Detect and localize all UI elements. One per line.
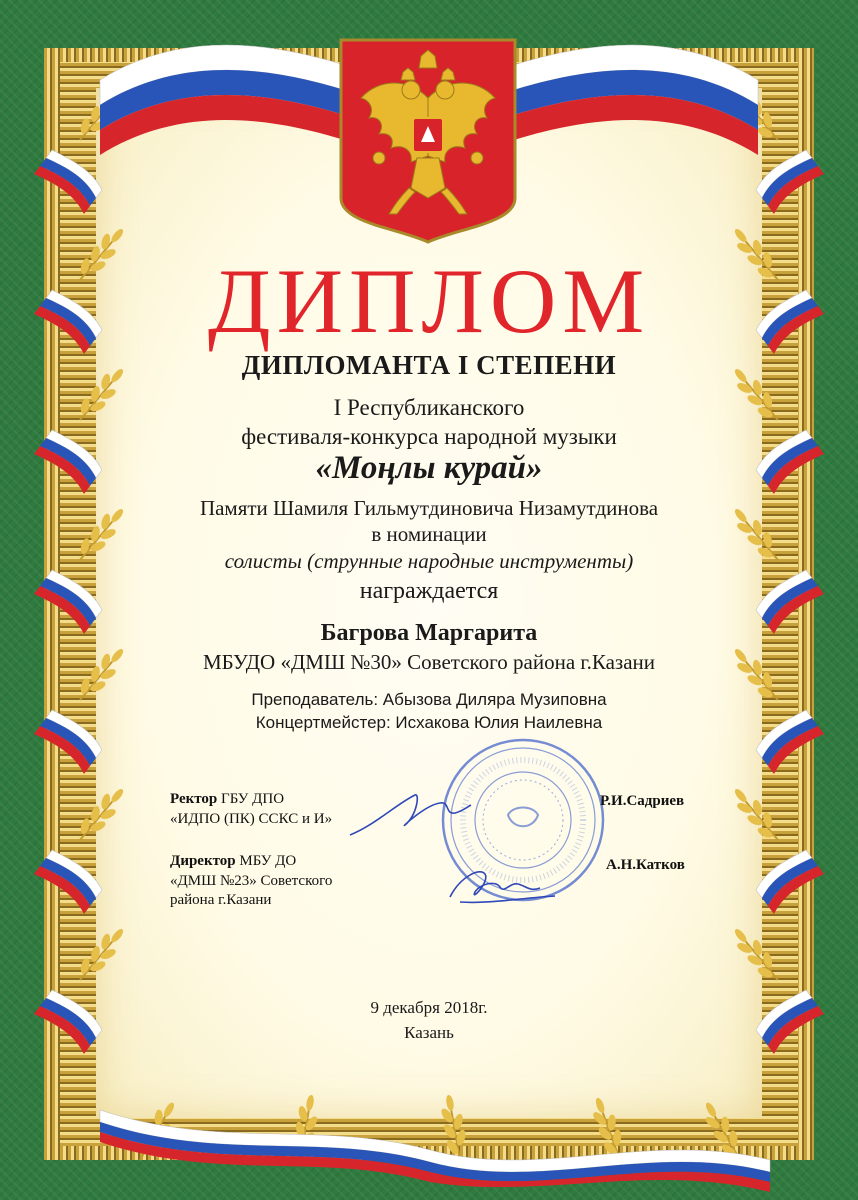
teacher-line: Преподаватель: Абызова Диляра Музиповна — [251, 690, 607, 709]
rector-title: Ректор — [170, 791, 218, 807]
diploma-title: ДИПЛОМ — [207, 250, 651, 352]
accompanist-line: Концертмейстер: Исхакова Юлия Наилевна — [255, 713, 603, 732]
director-block — [170, 852, 332, 911]
rector-handwritten-signature — [345, 785, 475, 845]
director-org-line-2: «ДМШ №23» Советского — [170, 872, 333, 889]
rector-org-line-1: ГБУ ДПО — [217, 791, 285, 807]
diploma-degree: ДИПЛОМАНТА I СТЕПЕНИ — [241, 350, 617, 380]
festival-name: «Моңлы курай» — [315, 450, 543, 486]
memory-dedication: Памяти Шамиля Гильмутдиновича Низамутдинова — [199, 496, 659, 520]
rector-name: Р.И.Садриев — [600, 793, 685, 809]
director-org-line-1: МБУ ДО — [235, 853, 297, 869]
director-title: Директор — [170, 853, 236, 869]
director-org-line-3: района г.Казани — [170, 892, 272, 908]
awarded-text: награждается — [359, 578, 499, 604]
issue-date: 9 декабря 2018г. — [370, 998, 488, 1017]
director-handwritten-signature — [440, 862, 560, 912]
nomination-label: в номинации — [371, 522, 487, 546]
rector-org-line-2: «ИДПО (ПК) ССКС и И» — [170, 810, 333, 827]
rector-block — [170, 790, 332, 829]
festival-line-2: фестиваля-конкурса народной музыки — [241, 424, 617, 449]
festival-line-1: I Республиканского — [333, 395, 525, 420]
recipient-name: Багрова Маргарита — [320, 620, 538, 646]
recipient-school: МБУДО «ДМШ №30» Советского района г.Казани — [202, 650, 656, 674]
issue-city: Казань — [404, 1023, 454, 1042]
nomination: солисты (струнные народные инструменты) — [224, 549, 634, 573]
director-name: А.Н.Катков — [606, 857, 685, 873]
coat-of-arms-emblem — [339, 38, 517, 244]
